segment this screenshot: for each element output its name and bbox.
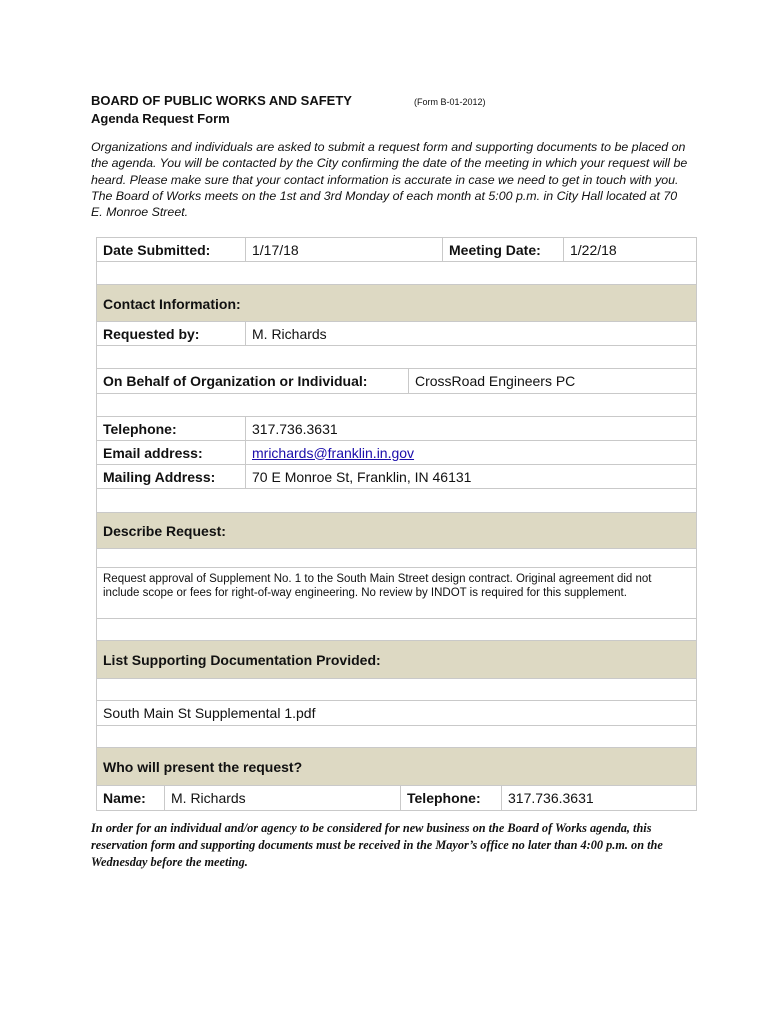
spacer-row (96, 394, 697, 417)
date-submitted-field[interactable]: 1/17/18 (245, 238, 442, 261)
spacer-row (96, 549, 697, 568)
meeting-date-label: Meeting Date: (442, 238, 563, 261)
presenter-telephone-field[interactable]: 317.736.3631 (501, 786, 696, 810)
presenter-row (96, 786, 697, 811)
spacer-row (96, 619, 697, 641)
submission-deadline-note: In order for an individual and/or agency to be considered for new business on the Board of Works agenda, this reservation form and supporting documents must be received in the Mayor’s office no later than 4:00 p.m. on the Wednesday before the meeting. (91, 821, 663, 869)
intro-paragraph: Organizations and individuals are asked to submit a request form and supporting documents to be placed on the agenda. You will be contacted by the City confirming the date of the meeting in which your request will be heard. Please make sure that your contact information is accurate in case we need to get in touch with you. The Board of Works meets on the 1st and 3rd Monday of each month at 5:00 p.m. in City Hall located at 70 E. Monroe Street. (91, 140, 688, 220)
presenter-section-header (96, 748, 697, 786)
date-submitted-label: Date Submitted: (103, 241, 211, 258)
request-section-label: Describe Request: (103, 522, 226, 539)
meeting-date-field[interactable]: 1/22/18 (563, 238, 696, 261)
mailing-field[interactable]: 70 E Monroe St, Franklin, IN 46131 (245, 465, 696, 488)
email-field[interactable] (245, 441, 696, 464)
behalf-label: On Behalf of Organization or Individual: (103, 373, 368, 389)
presenter-section-label: Who will present the request? (103, 758, 303, 775)
spacer-row (96, 679, 697, 701)
mailing-label: Mailing Address: (103, 468, 216, 485)
documentation-field[interactable]: South Main St Supplemental 1.pdf (103, 705, 316, 721)
email-link[interactable]: mrichards@franklin.in.gov (252, 444, 415, 461)
behalf-field[interactable]: CrossRoad Engineers PC (408, 369, 696, 393)
request-text-field[interactable]: Request approval of Supplement No. 1 to the South Main Street design contract. Original agreement did not include scope or fees for right-of-way engineering. No review by INDOT is required for this supplement. (103, 573, 652, 599)
presenter-name-field[interactable]: M. Richards (164, 786, 400, 810)
email-row (96, 441, 697, 465)
spacer-row (96, 726, 697, 748)
documentation-section-header (96, 641, 697, 679)
requested-by-row (96, 322, 697, 346)
contact-section-header (96, 285, 697, 322)
spacer-row (96, 346, 697, 369)
spacer-row (96, 262, 697, 285)
telephone-label: Telephone: (103, 420, 177, 437)
spacer-row (96, 489, 697, 513)
email-label: Email address: (103, 444, 203, 461)
form-title: BOARD OF PUBLIC WORKS AND SAFETY (91, 93, 352, 108)
requested-by-label: Requested by: (103, 325, 200, 342)
form-number: (Form B-01-2012) (414, 97, 486, 107)
dates-row (96, 237, 697, 262)
documentation-row (96, 701, 697, 726)
documentation-section-label: List Supporting Documentation Provided: (103, 651, 381, 668)
telephone-row (96, 417, 697, 441)
telephone-field[interactable]: 317.736.3631 (245, 417, 696, 440)
requested-by-field[interactable]: M. Richards (245, 322, 696, 345)
contact-section-label: Contact Information: (103, 296, 241, 312)
behalf-row (96, 369, 697, 394)
presenter-telephone-label: Telephone: (400, 786, 501, 810)
request-section-header (96, 513, 697, 549)
presenter-name-label: Name: (103, 790, 146, 806)
request-text-row (96, 568, 697, 619)
form-subtitle: Agenda Request Form (91, 111, 230, 126)
mailing-row (96, 465, 697, 489)
